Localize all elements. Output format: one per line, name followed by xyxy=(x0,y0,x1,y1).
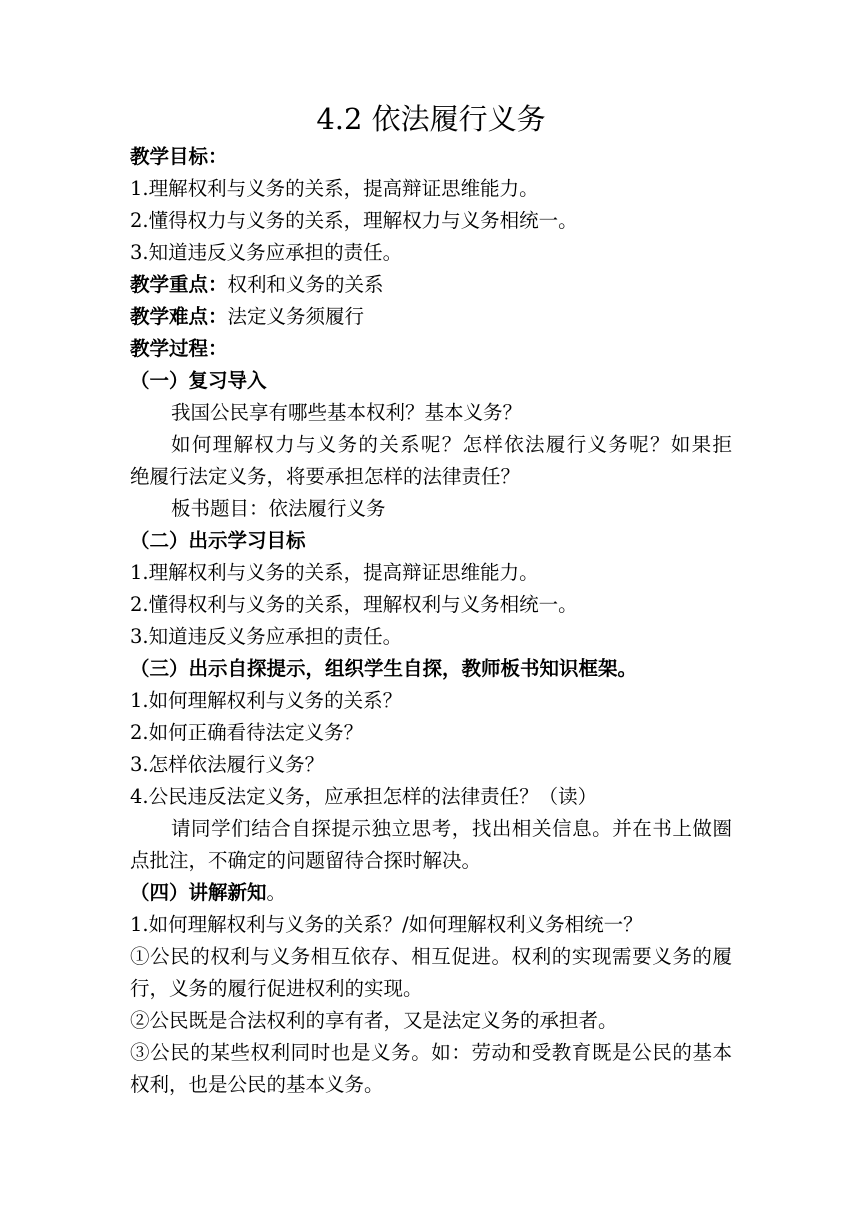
objectives-heading: 教学目标： xyxy=(130,145,228,168)
list-item: 2.懂得权利与义务的关系，理解权利与义务相统一。 xyxy=(130,593,578,616)
answer-point: ①公民的权利与义务相互依存、相互促进。权利的实现需要义务的履 xyxy=(130,945,732,968)
difficulty-label: 教学难点： xyxy=(130,305,228,328)
paragraph: 如何理解权力与义务的关系呢？怎样依法履行义务呢？如果拒 xyxy=(171,433,732,456)
paragraph: 请同学们结合自探提示独立思考，找出相关信息。并在书上做圈 xyxy=(171,817,732,840)
answer-point: 权利，也是公民的基本义务。 xyxy=(130,1073,384,1096)
list-item: 3.怎样依法履行义务？ xyxy=(130,753,325,776)
objective-item: 1.理解权利与义务的关系，提高辩证思维能力。 xyxy=(130,177,539,200)
section-heading: （三）出示自探提示，组织学生自探，教师板书知识框架。 xyxy=(130,657,638,680)
list-item: 2.如何正确看待法定义务？ xyxy=(130,721,364,744)
key-point-line xyxy=(130,269,732,301)
section-heading-suffix: 。 xyxy=(266,881,287,904)
objective-item: 2.懂得权力与义务的关系，理解权力与义务相统一。 xyxy=(130,209,578,232)
key-point-label: 教学重点： xyxy=(130,273,228,296)
section-heading: （一）复习导入 xyxy=(130,369,267,392)
difficulty-text: 法定义务须履行 xyxy=(227,305,365,328)
section-heading: （二）出示学习目标 xyxy=(130,529,306,552)
answer-point: 行，义务的履行促进权利的实现。 xyxy=(130,977,423,1000)
list-item: 3.知道违反义务应承担的责任。 xyxy=(130,625,403,648)
section-heading: （四）讲解新知 xyxy=(130,881,267,904)
answer-point: ③公民的某些权利同时也是义务。如：劳动和受教育既是公民的基本 xyxy=(130,1041,732,1064)
paragraph: 点批注，不确定的问题留待合探时解决。 xyxy=(130,849,482,872)
process-heading: 教学过程： xyxy=(130,337,228,360)
paragraph: 绝履行法定义务，将要承担怎样的法律责任？ xyxy=(130,465,521,488)
list-item: 4.公民违反法定义务，应承担怎样的法律责任？（读） xyxy=(130,785,598,808)
answer-point: ②公民既是合法权利的享有者，又是法定义务的承担者。 xyxy=(130,1009,618,1032)
objective-item: 3.知道违反义务应承担的责任。 xyxy=(130,241,403,264)
key-point-text: 权利和义务的关系 xyxy=(227,273,384,296)
paragraph: 我国公民享有哪些基本权利？基本义务？ xyxy=(171,401,523,424)
list-item: 1.如何理解权利与义务的关系？ xyxy=(130,689,403,712)
list-item: 1.理解权利与义务的关系，提高辩证思维能力。 xyxy=(130,561,539,584)
question: 1.如何理解权利与义务的关系？/如何理解权利义务相统一？ xyxy=(130,913,643,936)
section-heading-line xyxy=(130,877,732,909)
difficulty-line xyxy=(130,301,732,333)
page-title: 4.2 依法履行义务 xyxy=(316,102,546,136)
paragraph: 板书题目：依法履行义务 xyxy=(171,497,386,520)
